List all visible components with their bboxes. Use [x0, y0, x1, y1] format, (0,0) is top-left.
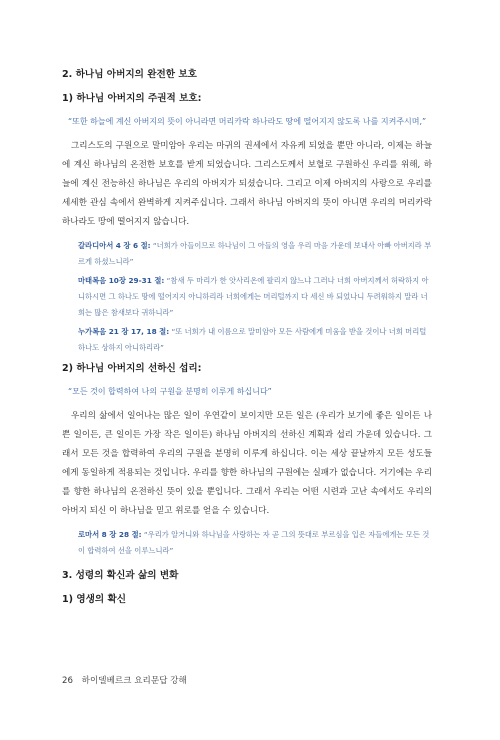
subsection-1-references	[78, 238, 432, 356]
page-number: 26	[62, 676, 73, 686]
scripture-reference	[78, 324, 432, 356]
subsection-1-heading: 1) 하나님 아버지의 주권적 보호:	[62, 93, 202, 104]
subsection-2-heading: 2) 하나님 아버지의 선하신 섭리:	[62, 363, 202, 374]
reference-text: “또 너희가 내 이름으로 말미암아 모든 사람에게 미움을 받을 것이나 너희 머리털 하나도 상하지 아니하리라”	[78, 327, 427, 352]
book-title: 하이델베르크 요리문답 강해	[81, 676, 187, 686]
reference-text: “우리가 알거니와 하나님을 사랑하는 자 곧 그의 뜻대로 부르심을 입은 자들에게는 모든 것이 합력하여 선을 이루느니라”	[78, 530, 430, 555]
subsection-2-body: 우리의 삶에서 일어나는 많은 일이 우연같이 보이지만 모든 일은 (우리가 보기에 좋은 일이든 나쁜 일이든, 큰 일이든 가장 작은 일이든) 하나님 아버지의 선하신 계획과 섭리 가운데 있습니다. 그래서 모든 것을 합력하여 우리의 구원을 분명히 이루게 하십니다. 이는 세상 끝날까지 모든 성도들에게 동일하게 적용되는 것입니다. 우리를 향한 하나님의 구원에는 실패가 없습니다. 거기에는 우리를 향한 하나님의 온전하신 뜻이 있을 뿐입니다. 그래서 우리는 어떤 시련과 고난 속에서도 우리의 아버지 되신 이 하나님을 믿고 위로를 얻을 수 있습니다.	[62, 411, 432, 516]
scripture-reference	[78, 238, 432, 270]
reference-text: “참새 두 마리가 한 앗사리온에 팔리지 않느냐 그러나 너희 아버지께서 허락하지 아니하시면 그 하나도 땅에 떨어지지 아니하리라 너희에게는 머리털까지 다 세신 바 되었나니 두려워하지 말라 너희는 많은 참새보다 귀하니라”	[78, 276, 429, 317]
scripture-reference	[78, 527, 432, 559]
section-3-heading: 3. 성령의 확신과 삶의 변화	[62, 570, 179, 581]
section-2-heading: 2. 하나님 아버지의 완전한 보호	[62, 69, 197, 80]
scripture-reference	[78, 273, 432, 321]
reference-label: 누가복음 21 장 17, 18 절:	[78, 327, 170, 336]
section-3-subsection-1-heading: 1) 영생의 확신	[62, 594, 127, 605]
reference-label: 마태복음 10장 29-31 절:	[78, 276, 165, 285]
subsection-1-body: 그리스도의 구원으로 말미암아 우리는 마귀의 권세에서 자유케 되었을 뿐만 아니라, 이제는 하늘에 계신 하나님의 온전한 보호를 받게 되었습니다. 그리스도께서 보혈로 구원하신 우리를 위해, 하늘에 계신 전능하신 하나님은 우리의 아버지가 되셨습니다. 그리고 이제 아버지의 사랑으로 우리를 세세한 관심 속에서 완벽하게 지켜주십니다. 그래서 하나님 아버지의 뜻이 아니면 우리의 머리카락 하나라도 땅에 떨어지지 않습니다.	[62, 141, 432, 227]
page-content	[62, 68, 432, 615]
reference-label: 갈라디아서 4 장 6 절:	[78, 241, 151, 250]
reference-label: 로마서 8 장 28 절:	[78, 530, 142, 539]
subsection-2-quote: “모든 것이 합력하여 나의 구원을 분명히 이루게 하십니다”	[68, 387, 272, 396]
page-footer	[62, 674, 187, 686]
subsection-1-quote: “또한 하늘에 계신 아버지의 뜻이 아니라면 머리카락 하나라도 땅에 떨어지지 않도록 나를 지켜주시며,”	[68, 117, 427, 126]
subsection-2-references	[78, 527, 432, 559]
reference-text: “너희가 아들이므로 하나님이 그 아들의 영을 우리 마음 가운데 보내사 아빠 아버지라 부르게 하셨느니라”	[78, 241, 432, 266]
